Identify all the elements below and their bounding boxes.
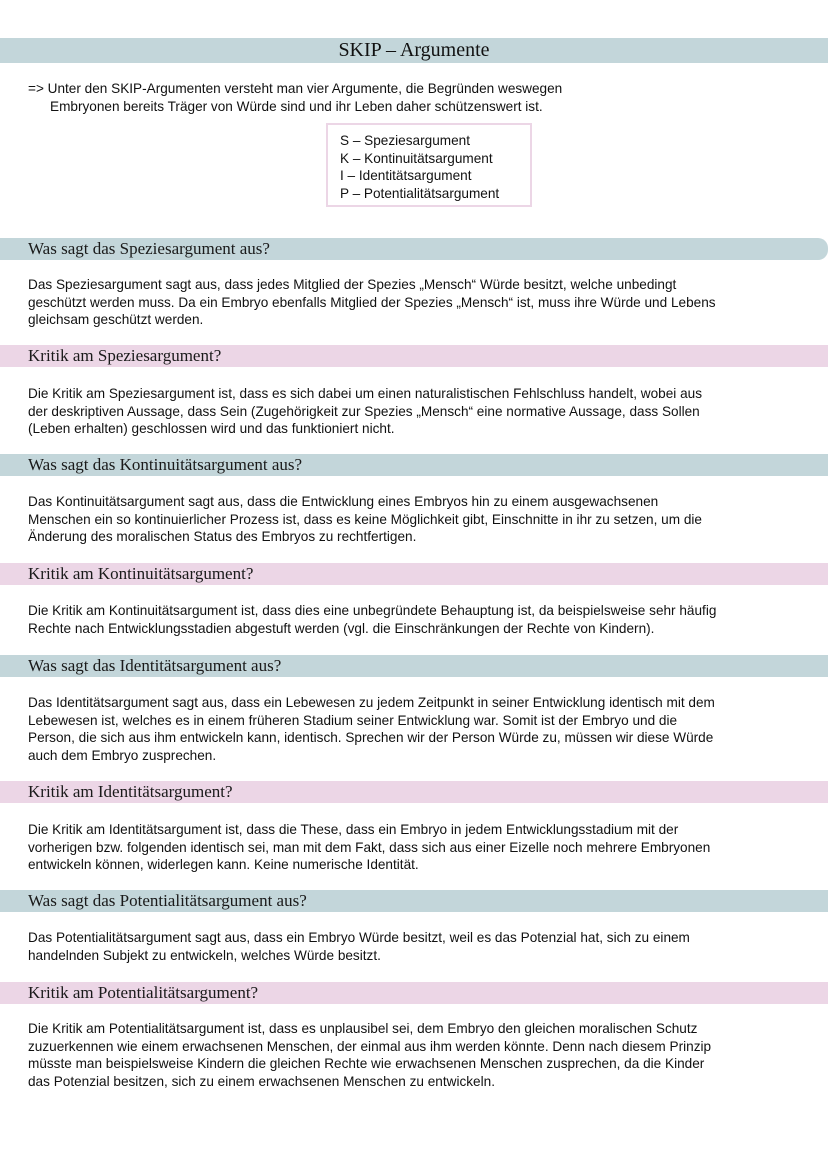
- text-line: Das Speziesargument sagt aus, dass jedes Mitglied der Spezies „Mensch“ Würde besitzt, welche unbedingt: [28, 277, 677, 292]
- skip-legend-box: [326, 123, 532, 207]
- section-heading-identitaetsargument: Was sagt das Identitätsargument aus?: [0, 655, 828, 677]
- text-line: gleichsam geschützt werden.: [28, 312, 204, 327]
- text-line: Person, die sich aus ihm entwickeln kann, identisch. Sprechen wir der Person Würde zu, müssen wir diese Würde: [28, 730, 714, 745]
- section-text-kritik-kontinuitaetsargument: [28, 602, 808, 637]
- section-heading-kontinuitaetsargument: Was sagt das Kontinuitätsargument aus?: [0, 454, 828, 476]
- text-line: der deskriptiven Aussage, dass Sein (Zugehörigkeit zur Spezies „Mensch“ eine normative Aussage, dass Sollen: [28, 403, 700, 419]
- text-line: Das Potentialitätsargument sagt aus, dass ein Embryo Würde besitzt, weil es das Potenzial hat, sich zu einem: [28, 930, 690, 945]
- text-line: handelnden Subjekt zu entwickeln, welches Würde besitzt.: [28, 947, 381, 963]
- section-heading-potentialitaetsargument: Was sagt das Potentialitätsargument aus?: [0, 890, 828, 912]
- section-heading-speziesargument: Was sagt das Speziesargument aus?: [0, 238, 828, 260]
- text-line: Menschen ein so kontinuierlicher Prozess ist, dass es keine Möglichkeit gibt, Einschnitte in ihr zu setzen, um die: [28, 511, 702, 527]
- text-line: geschützt werden muss. Da ein Embryo ebenfalls Mitglied der Spezies „Mensch“ ist, muss ihre Würde und Lebens: [28, 294, 716, 310]
- text-line: Die Kritik am Kontinuitätsargument ist, dass dies eine unbegründete Behauptung ist, da beispielsweise sehr häufig: [28, 603, 717, 618]
- section-text-kritik-potentialitaetsargument: [28, 1020, 808, 1090]
- text-line: auch dem Embryo zusprechen.: [28, 747, 217, 763]
- section-text-kontinuitaetsargument: [28, 493, 808, 546]
- text-line: Die Kritik am Identitätsargument ist, dass die These, dass ein Embryo in jedem Entwicklungsstadium mit der: [28, 822, 679, 837]
- text-line: zuzuerkennen wie einem erwachsenen Menschen, der einmal aus ihm werden könnte. Denn nach diesem Prinzip: [28, 1038, 712, 1054]
- section-text-speziesargument: [28, 276, 808, 329]
- legend-item-k: K – Kontinuitätsargument: [340, 150, 493, 166]
- section-text-identitaetsargument: [28, 694, 808, 764]
- page-title: SKIP – Argumente: [0, 38, 828, 63]
- intro-line-1: => Unter den SKIP-Argumenten versteht man vier Argumente, die Begründen weswegen: [28, 81, 563, 96]
- text-line: Das Kontinuitätsargument sagt aus, dass die Entwicklung eines Embryos hin zu einem ausgewachsenen: [28, 494, 659, 509]
- intro-line-2: Embryonen bereits Träger von Würde sind und ihr Leben daher schützenswert ist.: [50, 98, 543, 114]
- text-line: entwickeln können, widerlegen kann. Keine numerische Identität.: [28, 857, 419, 872]
- text-line: (Leben erhalten) geschlossen wird und das funktioniert nicht.: [28, 421, 395, 436]
- section-heading-kritik-potentialitaetsargument: Kritik am Potentialitätsargument?: [0, 982, 828, 1004]
- section-heading-kritik-kontinuitaetsargument: Kritik am Kontinuitätsargument?: [0, 563, 828, 585]
- section-text-kritik-identitaetsargument: [28, 821, 808, 874]
- section-text-kritik-speziesargument: [28, 385, 808, 438]
- legend-item-p: P – Potentialitätsargument: [340, 185, 500, 201]
- text-line: Lebewesen ist, welches es in einem früheren Stadium seiner Entwicklung war. Somit ist der Embryo und die: [28, 712, 678, 728]
- text-line: das Potenzial besitzen, sich zu einem erwachsenen Menschen zu entwickeln.: [28, 1073, 495, 1089]
- section-heading-kritik-speziesargument: Kritik am Speziesargument?: [0, 345, 828, 367]
- section-heading-kritik-identitaetsargument: Kritik am Identitätsargument?: [0, 781, 828, 803]
- legend-item-s: S – Speziesargument: [340, 133, 470, 148]
- text-line: Rechte nach Entwicklungsstadien abgestuft werden (vgl. die Einschränkungen der Rechte von Kindern).: [28, 620, 655, 636]
- text-line: vorherigen bzw. folgenden identisch sei, man mit dem Fakt, dass sich aus einer Eizelle noch mehrere Embryonen: [28, 839, 711, 855]
- legend-item-i: I – Identitätsargument: [340, 168, 472, 183]
- text-line: müsste man beispielsweise Kindern die gleichen Rechte wie erwachsenen Menschen zusprechen, da die Kinder: [28, 1056, 705, 1071]
- intro-text: [28, 80, 808, 115]
- text-line: Die Kritik am Speziesargument ist, dass es sich dabei um einen naturalistischen Fehlschluss handelt, wobei aus: [28, 386, 702, 401]
- text-line: Änderung des moralischen Status des Embryos zu rechtfertigen.: [28, 529, 417, 544]
- text-line: Das Identitätsargument sagt aus, dass ein Lebewesen zu jedem Zeitpunkt in seiner Entwicklung identisch mit dem: [28, 695, 715, 710]
- section-text-potentialitaetsargument: [28, 929, 808, 964]
- text-line: Die Kritik am Potentialitätsargument ist, dass es unplausibel sei, dem Embryo den gleichen moralischen Schutz: [28, 1021, 698, 1036]
